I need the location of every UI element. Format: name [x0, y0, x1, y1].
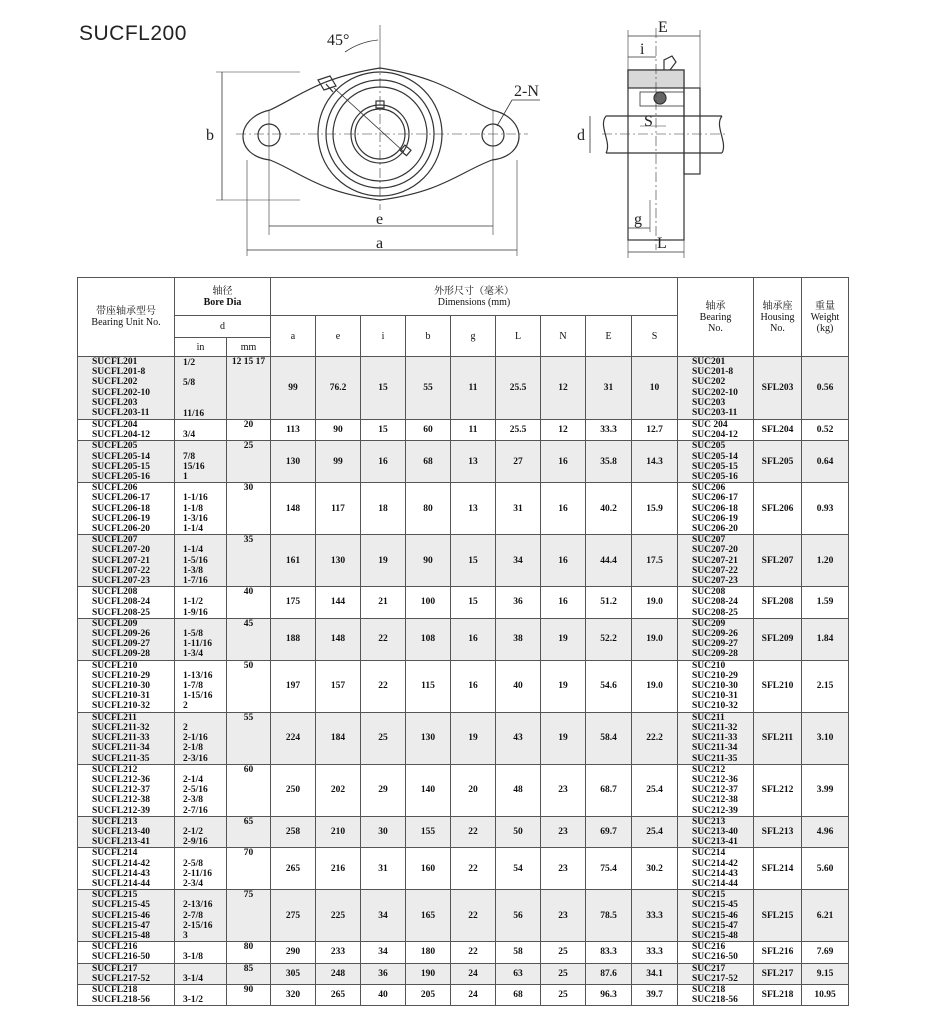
housing-cell: SFL206: [754, 483, 802, 535]
dim-a-cell: 130: [271, 441, 316, 483]
weight-cell: 0.64: [802, 441, 849, 483]
dim-E-cell: 58.4: [586, 712, 632, 764]
dim-b-cell: 180: [406, 942, 451, 963]
dim-N-cell: 19: [541, 712, 586, 764]
bearing-numbers-cell: SUC216 SUC216-50: [678, 942, 754, 963]
dim-a-cell: 99: [271, 357, 316, 420]
dim-g-cell: 11: [451, 420, 496, 441]
dim-E-cell: 69.7: [586, 816, 632, 848]
unit-numbers-cell: SUCFL207 SUCFL207-20 SUCFL207-21 SUCFL207-22 SUCFL207-23: [78, 535, 175, 587]
dim-N-cell: 12: [541, 357, 586, 420]
unit-numbers-cell: SUCFL205 SUCFL205-14 SUCFL205-15 SUCFL205-16: [78, 441, 175, 483]
dim-g-cell: 20: [451, 764, 496, 816]
dim-e-cell: 248: [316, 963, 361, 984]
bore-mm-cell: 20: [227, 420, 271, 441]
dim-L-cell: 58: [496, 942, 541, 963]
weight-cell: 7.69: [802, 942, 849, 963]
dim-b-cell: 100: [406, 587, 451, 619]
dim-g-cell: 15: [451, 535, 496, 587]
bearing-numbers-cell: SUC210 SUC210-29 SUC210-30 SUC210-31 SUC210-32: [678, 660, 754, 712]
bearing-numbers-cell: SUC211 SUC211-32 SUC211-33 SUC211-34 SUC211-35: [678, 712, 754, 764]
bearing-numbers-cell: SUC206 SUC206-17 SUC206-18 SUC206-19 SUC206-20: [678, 483, 754, 535]
dim-N-cell: 12: [541, 420, 586, 441]
dim-a-cell: 258: [271, 816, 316, 848]
unit-numbers-cell: SUCFL206 SUCFL206-17 SUCFL206-18 SUCFL206-19 SUCFL206-20: [78, 483, 175, 535]
header-weight: 重量 Weight (kg): [802, 278, 849, 357]
dim-E-cell: 44.4: [586, 535, 632, 587]
specification-table: [77, 277, 849, 1006]
header-bore-d: d: [175, 316, 271, 338]
dim-e-cell: 202: [316, 764, 361, 816]
dim-e-cell: 90: [316, 420, 361, 441]
dim-i-cell: 15: [361, 357, 406, 420]
housing-cell: SFL217: [754, 963, 802, 984]
dim-S-cell: 12.7: [632, 420, 678, 441]
dim-E-cell: 68.7: [586, 764, 632, 816]
bore-mm-cell: 60: [227, 764, 271, 816]
dim-E-cell: 40.2: [586, 483, 632, 535]
table-row: [78, 441, 849, 483]
dim-S-cell: 25.4: [632, 816, 678, 848]
dim-L-label: L: [657, 235, 667, 252]
bearing-numbers-cell: SUC 204 SUC204-12: [678, 420, 754, 441]
header-unit: 带座轴承型号 Bearing Unit No.: [78, 278, 175, 357]
dim-S-cell: 19.0: [632, 618, 678, 660]
unit-numbers-cell: SUCFL210 SUCFL210-29 SUCFL210-30 SUCFL210-31 SUCFL210-32: [78, 660, 175, 712]
dim-S-cell: 19.0: [632, 587, 678, 619]
table-row: [78, 942, 849, 963]
dim-e-cell: 130: [316, 535, 361, 587]
dim-b-cell: 68: [406, 441, 451, 483]
table-body: [78, 357, 849, 1006]
weight-cell: 3.99: [802, 764, 849, 816]
dim-N-cell: 23: [541, 816, 586, 848]
weight-cell: 4.96: [802, 816, 849, 848]
dim-g-cell: 13: [451, 483, 496, 535]
header-dim-S: S: [632, 316, 678, 357]
dim-g-cell: 22: [451, 848, 496, 890]
housing-cell: SFL205: [754, 441, 802, 483]
weight-cell: 1.59: [802, 587, 849, 619]
dim-L-cell: 38: [496, 618, 541, 660]
housing-cell: SFL208: [754, 587, 802, 619]
page-title: SUCFL200: [79, 22, 187, 45]
dim-N-cell: 16: [541, 587, 586, 619]
housing-cell: SFL210: [754, 660, 802, 712]
table-row: [78, 587, 849, 619]
dim-b-label: b: [206, 127, 214, 144]
bore-mm-cell: 75: [227, 890, 271, 942]
dim-L-cell: 31: [496, 483, 541, 535]
dim-E-label: E: [658, 19, 668, 36]
bearing-numbers-cell: SUC209 SUC209-26 SUC209-27 SUC209-28: [678, 618, 754, 660]
dim-i-cell: 21: [361, 587, 406, 619]
table-row: [78, 963, 849, 984]
dim-g-cell: 16: [451, 618, 496, 660]
bore-inch-cell: 3/4: [175, 420, 227, 441]
dim-b-cell: 160: [406, 848, 451, 890]
dim-N-cell: 19: [541, 660, 586, 712]
dim-e-cell: 265: [316, 984, 361, 1005]
dim-i-cell: 34: [361, 890, 406, 942]
dim-L-cell: 34: [496, 535, 541, 587]
bore-inch-cell: 1-13/16 1-7/8 1-15/16 2: [175, 660, 227, 712]
housing-cell: SFL218: [754, 984, 802, 1005]
dim-S-cell: 39.7: [632, 984, 678, 1005]
dim-b-cell: 140: [406, 764, 451, 816]
dim-S-cell: 33.3: [632, 890, 678, 942]
bearing-numbers-cell: SUC213 SUC213-40 SUC213-41: [678, 816, 754, 848]
unit-numbers-cell: SUCFL204 SUCFL204-12: [78, 420, 175, 441]
bore-mm-cell: 45: [227, 618, 271, 660]
dim-S-label: S: [644, 113, 653, 130]
dim-a-cell: 113: [271, 420, 316, 441]
dim-i-cell: 40: [361, 984, 406, 1005]
unit-numbers-cell: SUCFL208 SUCFL208-24 SUCFL208-25: [78, 587, 175, 619]
dim-a-cell: 188: [271, 618, 316, 660]
table-row: [78, 660, 849, 712]
dim-i-cell: 15: [361, 420, 406, 441]
dim-L-cell: 48: [496, 764, 541, 816]
unit-numbers-cell: SUCFL213 SUCFL213-40 SUCFL213-41: [78, 816, 175, 848]
dim-b-cell: 60: [406, 420, 451, 441]
dim-a-cell: 175: [271, 587, 316, 619]
housing-cell: SFL213: [754, 816, 802, 848]
dim-L-cell: 50: [496, 816, 541, 848]
bore-mm-cell: 80: [227, 942, 271, 963]
dim-g-cell: 16: [451, 660, 496, 712]
header-dim-E: E: [586, 316, 632, 357]
dim-N-cell: 16: [541, 535, 586, 587]
bearing-numbers-cell: SUC217 SUC217-52: [678, 963, 754, 984]
dim-E-cell: 52.2: [586, 618, 632, 660]
unit-numbers-cell: SUCFL216 SUCFL216-50: [78, 942, 175, 963]
dim-e-cell: 225: [316, 890, 361, 942]
header-bore: 轴径 Bore Dia: [175, 278, 271, 316]
dim-S-cell: 14.3: [632, 441, 678, 483]
dim-g-cell: 19: [451, 712, 496, 764]
dim-N-cell: 23: [541, 764, 586, 816]
dim-N-cell: 25: [541, 963, 586, 984]
bore-inch-cell: 2 2-1/16 2-1/8 2-3/16: [175, 712, 227, 764]
table-row: [78, 848, 849, 890]
header-dim-e: e: [316, 316, 361, 357]
dim-N-cell: 16: [541, 441, 586, 483]
dim-E-cell: 33.3: [586, 420, 632, 441]
bearing-numbers-cell: SUC214 SUC214-42 SUC214-43 SUC214-44: [678, 848, 754, 890]
bore-mm-cell: 90: [227, 984, 271, 1005]
bore-inch-cell: 3-1/2: [175, 984, 227, 1005]
dim-i-cell: 29: [361, 764, 406, 816]
dim-i-cell: 18: [361, 483, 406, 535]
weight-cell: 0.52: [802, 420, 849, 441]
bore-inch-cell: 2-1/2 2-9/16: [175, 816, 227, 848]
dim-E-cell: 78.5: [586, 890, 632, 942]
unit-numbers-cell: SUCFL215 SUCFL215-45 SUCFL215-46 SUCFL215-47 SUCFL215-48: [78, 890, 175, 942]
dim-S-cell: 10: [632, 357, 678, 420]
dim-a-cell: 161: [271, 535, 316, 587]
dim-a-label: a: [376, 235, 384, 252]
bore-mm-cell: 85: [227, 963, 271, 984]
housing-cell: SFL215: [754, 890, 802, 942]
header-dim-L: L: [496, 316, 541, 357]
dim-e-cell: 117: [316, 483, 361, 535]
weight-cell: 0.93: [802, 483, 849, 535]
table-row: [78, 816, 849, 848]
table-row: [78, 984, 849, 1005]
dim-b-cell: 155: [406, 816, 451, 848]
dim-e-cell: 184: [316, 712, 361, 764]
dim-E-cell: 51.2: [586, 587, 632, 619]
housing-cell: SFL203: [754, 357, 802, 420]
bore-inch-cell: 2-13/16 2-7/8 2-15/16 3: [175, 890, 227, 942]
bearing-numbers-cell: SUC218 SUC218-56: [678, 984, 754, 1005]
weight-cell: 9.15: [802, 963, 849, 984]
dim-E-cell: 87.6: [586, 963, 632, 984]
table-row: [78, 357, 849, 420]
weight-cell: 3.10: [802, 712, 849, 764]
dim-L-cell: 40: [496, 660, 541, 712]
dim-a-cell: 320: [271, 984, 316, 1005]
header-dim-g: g: [451, 316, 496, 357]
bearing-numbers-cell: SUC207 SUC207-20 SUC207-21 SUC207-22 SUC207-23: [678, 535, 754, 587]
bore-mm-cell: 70: [227, 848, 271, 890]
bore-mm-cell: 40: [227, 587, 271, 619]
bore-mm-cell: 50: [227, 660, 271, 712]
dim-g-cell: 11: [451, 357, 496, 420]
dim-N-cell: 23: [541, 848, 586, 890]
bearing-numbers-cell: SUC205 SUC205-14 SUC205-15 SUC205-16: [678, 441, 754, 483]
bore-inch-cell: 1-1/4 1-5/16 1-3/8 1-7/16: [175, 535, 227, 587]
table-row: [78, 712, 849, 764]
dim-g-cell: 15: [451, 587, 496, 619]
header-bearing: 轴承 Bearing No.: [678, 278, 754, 357]
dim-i-cell: 19: [361, 535, 406, 587]
header-dim-N: N: [541, 316, 586, 357]
dim-b-cell: 108: [406, 618, 451, 660]
dim-S-cell: 33.3: [632, 942, 678, 963]
dim-N-cell: 23: [541, 890, 586, 942]
bore-inch-cell: 1-5/8 1-11/16 1-3/4: [175, 618, 227, 660]
technical-drawings: [0, 0, 925, 270]
dim-a-cell: 265: [271, 848, 316, 890]
dim-E-cell: 96.3: [586, 984, 632, 1005]
bore-mm-cell: 30: [227, 483, 271, 535]
weight-cell: 10.95: [802, 984, 849, 1005]
dim-e-cell: 99: [316, 441, 361, 483]
housing-cell: SFL216: [754, 942, 802, 963]
dim-e-cell: 144: [316, 587, 361, 619]
housing-cell: SFL214: [754, 848, 802, 890]
housing-cell: SFL204: [754, 420, 802, 441]
dim-N-cell: 19: [541, 618, 586, 660]
dim-b-cell: 55: [406, 357, 451, 420]
bore-mm-cell: 65: [227, 816, 271, 848]
dim-S-cell: 17.5: [632, 535, 678, 587]
dim-L-cell: 36: [496, 587, 541, 619]
header-bore-in: in: [175, 338, 227, 357]
dim-e-cell: 210: [316, 816, 361, 848]
dim-g-cell: 22: [451, 816, 496, 848]
bore-inch-cell: 2-1/4 2-5/16 2-3/8 2-7/16: [175, 764, 227, 816]
table-row: [78, 764, 849, 816]
dim-e-cell: 157: [316, 660, 361, 712]
housing-cell: SFL211: [754, 712, 802, 764]
dim-N-cell: 25: [541, 984, 586, 1005]
dim-e-cell: 233: [316, 942, 361, 963]
dim-g-cell: 24: [451, 963, 496, 984]
dim-L-cell: 27: [496, 441, 541, 483]
bore-mm-cell: 55: [227, 712, 271, 764]
dim-E-cell: 35.8: [586, 441, 632, 483]
dim-e-cell: 148: [316, 618, 361, 660]
dim-E-cell: 75.4: [586, 848, 632, 890]
dim-S-cell: 19.0: [632, 660, 678, 712]
dim-i-cell: 31: [361, 848, 406, 890]
dim-b-cell: 115: [406, 660, 451, 712]
bore-mm-cell: 12 15 17: [227, 357, 271, 420]
header-dimensions: 外形尺寸（毫米） Dimensions (mm): [271, 278, 678, 316]
dim-a-cell: 224: [271, 712, 316, 764]
dim-d-label: d: [577, 127, 585, 144]
bearing-numbers-cell: SUC208 SUC208-24 SUC208-25: [678, 587, 754, 619]
dim-i-cell: 36: [361, 963, 406, 984]
dim-g-cell: 22: [451, 942, 496, 963]
dim-g-cell: 24: [451, 984, 496, 1005]
dim-b-cell: 90: [406, 535, 451, 587]
bore-mm-cell: 35: [227, 535, 271, 587]
weight-cell: 1.20: [802, 535, 849, 587]
side-view-drawing: [590, 28, 728, 258]
dim-L-cell: 56: [496, 890, 541, 942]
dim-g-cell: 13: [451, 441, 496, 483]
table-row: [78, 420, 849, 441]
dim-L-cell: 68: [496, 984, 541, 1005]
dim-E-cell: 31: [586, 357, 632, 420]
header-housing: 轴承座 Housing No.: [754, 278, 802, 357]
dim-E-cell: 54.6: [586, 660, 632, 712]
weight-cell: 2.15: [802, 660, 849, 712]
header-bore-mm: mm: [227, 338, 271, 357]
housing-cell: SFL212: [754, 764, 802, 816]
dim-S-cell: 30.2: [632, 848, 678, 890]
dim-i-cell: 22: [361, 618, 406, 660]
bore-inch-cell: 1/2 5/8 11/16: [175, 357, 227, 420]
dim-S-cell: 22.2: [632, 712, 678, 764]
dim-g-label: g: [634, 211, 642, 228]
weight-cell: 1.84: [802, 618, 849, 660]
dim-L-cell: 63: [496, 963, 541, 984]
dim-S-cell: 15.9: [632, 483, 678, 535]
dim-b-cell: 190: [406, 963, 451, 984]
bore-inch-cell: 2-5/8 2-11/16 2-3/4: [175, 848, 227, 890]
bearing-numbers-cell: SUC212 SUC212-36 SUC212-37 SUC212-38 SUC212-39: [678, 764, 754, 816]
dim-e-cell: 216: [316, 848, 361, 890]
weight-cell: 0.56: [802, 357, 849, 420]
unit-numbers-cell: SUCFL212 SUCFL212-36 SUCFL212-37 SUCFL212-38 SUCFL212-39: [78, 764, 175, 816]
dim-N-cell: 25: [541, 942, 586, 963]
table-row: [78, 618, 849, 660]
bore-inch-cell: 1-1/2 1-9/16: [175, 587, 227, 619]
table-row: [78, 483, 849, 535]
header-dim-a: a: [271, 316, 316, 357]
weight-cell: 6.21: [802, 890, 849, 942]
dim-i-cell: 22: [361, 660, 406, 712]
bore-inch-cell: 3-1/8: [175, 942, 227, 963]
dim-a-cell: 275: [271, 890, 316, 942]
dim-a-cell: 148: [271, 483, 316, 535]
bore-inch-cell: 3-1/4: [175, 963, 227, 984]
unit-numbers-cell: SUCFL217 SUCFL217-52: [78, 963, 175, 984]
dim-e-label: e: [376, 211, 384, 228]
housing-cell: SFL209: [754, 618, 802, 660]
dim-i-cell: 25: [361, 712, 406, 764]
dim-L-cell: 25.5: [496, 357, 541, 420]
unit-numbers-cell: SUCFL201 SUCFL201-8 SUCFL202 SUCFL202-10 SUCFL203 SUCFL203-11: [78, 357, 175, 420]
dim-b-cell: 205: [406, 984, 451, 1005]
dim-a-cell: 305: [271, 963, 316, 984]
dim-L-cell: 43: [496, 712, 541, 764]
dim-i-cell: 30: [361, 816, 406, 848]
dim-b-cell: 130: [406, 712, 451, 764]
unit-numbers-cell: SUCFL211 SUCFL211-32 SUCFL211-33 SUCFL211-34 SUCFL211-35: [78, 712, 175, 764]
table-row: [78, 535, 849, 587]
dim-S-cell: 25.4: [632, 764, 678, 816]
bearing-numbers-cell: SUC201 SUC201-8 SUC202 SUC202-10 SUC203 SUC203-11: [678, 357, 754, 420]
dim-a-cell: 250: [271, 764, 316, 816]
dim-L-cell: 25.5: [496, 420, 541, 441]
dim-N-cell: 16: [541, 483, 586, 535]
dim-a-cell: 290: [271, 942, 316, 963]
bore-inch-cell: 1-1/16 1-1/8 1-3/16 1-1/4: [175, 483, 227, 535]
dim-b-cell: 165: [406, 890, 451, 942]
dim-S-cell: 34.1: [632, 963, 678, 984]
housing-cell: SFL207: [754, 535, 802, 587]
table-row: [78, 890, 849, 942]
holes-label: 2-N: [514, 83, 539, 100]
dim-E-cell: 83.3: [586, 942, 632, 963]
dim-i-label: i: [640, 41, 645, 58]
dim-L-cell: 54: [496, 848, 541, 890]
bearing-numbers-cell: SUC215 SUC215-45 SUC215-46 SUC215-47 SUC215-48: [678, 890, 754, 942]
dim-b-cell: 80: [406, 483, 451, 535]
bore-mm-cell: 25: [227, 441, 271, 483]
weight-cell: 5.60: [802, 848, 849, 890]
dim-e-cell: 76.2: [316, 357, 361, 420]
bore-inch-cell: 7/8 15/16 1: [175, 441, 227, 483]
dim-g-cell: 22: [451, 890, 496, 942]
header-dim-b: b: [406, 316, 451, 357]
dim-i-cell: 16: [361, 441, 406, 483]
unit-numbers-cell: SUCFL209 SUCFL209-26 SUCFL209-27 SUCFL209-28: [78, 618, 175, 660]
angle-label: 45°: [327, 32, 350, 49]
unit-numbers-cell: SUCFL214 SUCFL214-42 SUCFL214-43 SUCFL214-44: [78, 848, 175, 890]
header-dim-i: i: [361, 316, 406, 357]
dim-i-cell: 34: [361, 942, 406, 963]
unit-numbers-cell: SUCFL218 SUCFL218-56: [78, 984, 175, 1005]
dim-a-cell: 197: [271, 660, 316, 712]
